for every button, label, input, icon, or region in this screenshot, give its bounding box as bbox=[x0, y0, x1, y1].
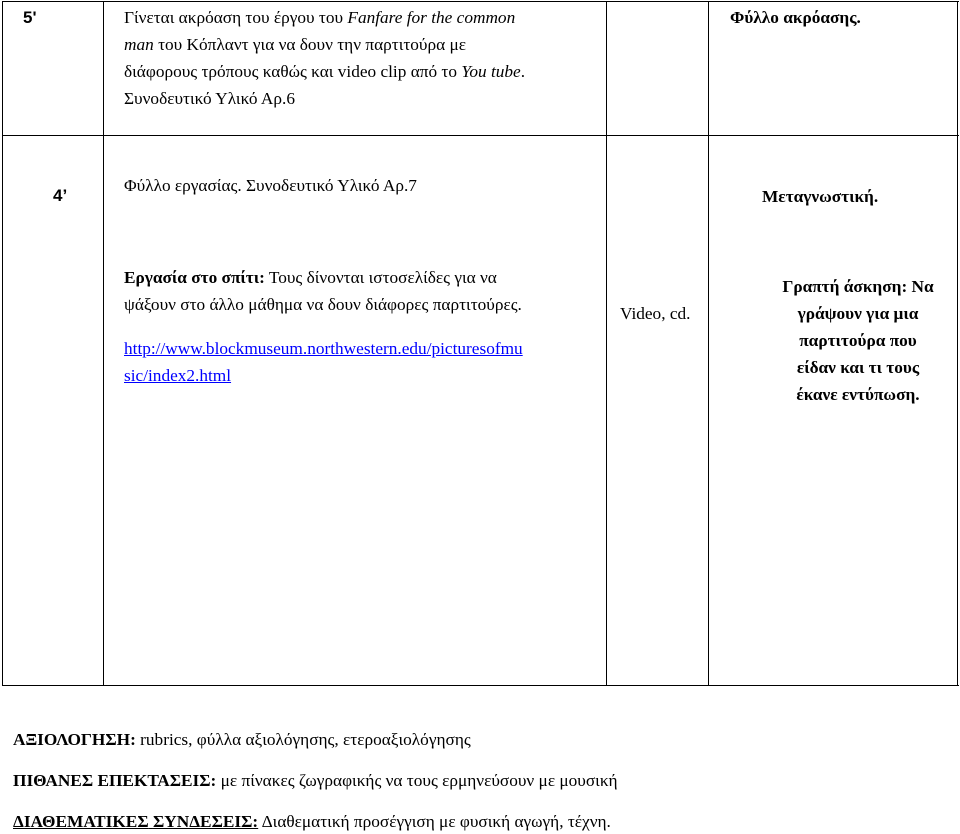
cross-curricular-label: ΔΙΑΘΕΜΑΤΙΚΕΣ bbox=[13, 812, 149, 831]
text-segment: του Κόπλαντ για να δουν την παρτιτούρα με bbox=[153, 35, 467, 54]
text-segment: ψάξουν στο άλλο μάθημα να δουν διάφορες παρτιτούρες. bbox=[124, 295, 522, 314]
platform-name: You tube bbox=[461, 62, 521, 81]
column-divider bbox=[708, 2, 709, 686]
column-divider bbox=[957, 2, 958, 686]
text-line: έκανε εντύπωση. bbox=[796, 385, 920, 404]
website-link[interactable] bbox=[124, 335, 604, 389]
evaluation-text: Φύλλο ακρόασης. bbox=[730, 8, 861, 27]
evaluation-title: Μεταγνωστική. bbox=[762, 187, 879, 206]
text-line: παρτιτούρα που bbox=[799, 331, 917, 350]
homework-label: Εργασία στο σπίτι: bbox=[124, 268, 265, 287]
worksheet-text: Φύλλο εργασίας. Συνοδευτικό Υλικό Αρ.7 bbox=[124, 176, 417, 195]
extensions-text: με πίνακες ζωγραφικής να τους ερμηνεύσουν με μουσική bbox=[216, 771, 618, 790]
column-divider bbox=[103, 2, 104, 686]
lesson-table bbox=[2, 1, 959, 686]
materials-text: Video, cd. bbox=[620, 304, 691, 323]
text-line: Γραπτή άσκηση: Να bbox=[782, 277, 934, 296]
assessment-label: ΑΞΙΟΛΟΓΗΣΗ: bbox=[13, 730, 136, 749]
column-divider bbox=[606, 2, 607, 686]
extensions-line bbox=[13, 770, 618, 792]
text-segment: διάφορους τρόπους καθώς και video clip από το bbox=[124, 62, 462, 81]
text-line: είδαν και τι τους bbox=[796, 358, 920, 377]
text-line: γράψουν για μια bbox=[797, 304, 919, 323]
text-segment: . bbox=[520, 62, 526, 81]
assessment-text: rubrics, φύλλα αξιολόγησης, ετεροαξιολόγησης bbox=[135, 730, 471, 749]
row-number: 4’ bbox=[53, 186, 68, 205]
link-text[interactable]: sic/index2.html bbox=[124, 366, 232, 385]
supporting-material: Συνοδευτικό Υλικό Αρ.6 bbox=[124, 89, 295, 108]
homework-description bbox=[124, 264, 604, 318]
text-segment: Τους δίνονται ιστοσελίδες για να bbox=[264, 268, 497, 287]
text-segment: Γίνεται ακρόαση του έργου του bbox=[124, 8, 348, 27]
row-divider bbox=[3, 685, 959, 686]
extensions-label: ΠΙΘΑΝΕΣ ΕΠΕΚΤΑΣΕΙΣ: bbox=[13, 771, 217, 790]
link-text[interactable]: http://www.blockmuseum.northwestern.edu/picturesofmu bbox=[124, 339, 523, 358]
written-exercise bbox=[763, 273, 953, 408]
cross-curricular-line bbox=[13, 811, 611, 833]
cross-curricular-label: ΣΥΝΔΕΣΕΙΣ: bbox=[152, 812, 259, 831]
work-title: Fanfare for the common bbox=[347, 8, 516, 27]
work-title: man bbox=[124, 35, 154, 54]
cross-curricular-text: Διαθεματική προσέγγιση με φυσική αγωγή, τέχνη. bbox=[258, 812, 611, 831]
activity-description bbox=[124, 4, 599, 112]
row-divider bbox=[3, 135, 959, 136]
row-number: 5' bbox=[23, 8, 37, 27]
assessment-line bbox=[13, 729, 471, 751]
